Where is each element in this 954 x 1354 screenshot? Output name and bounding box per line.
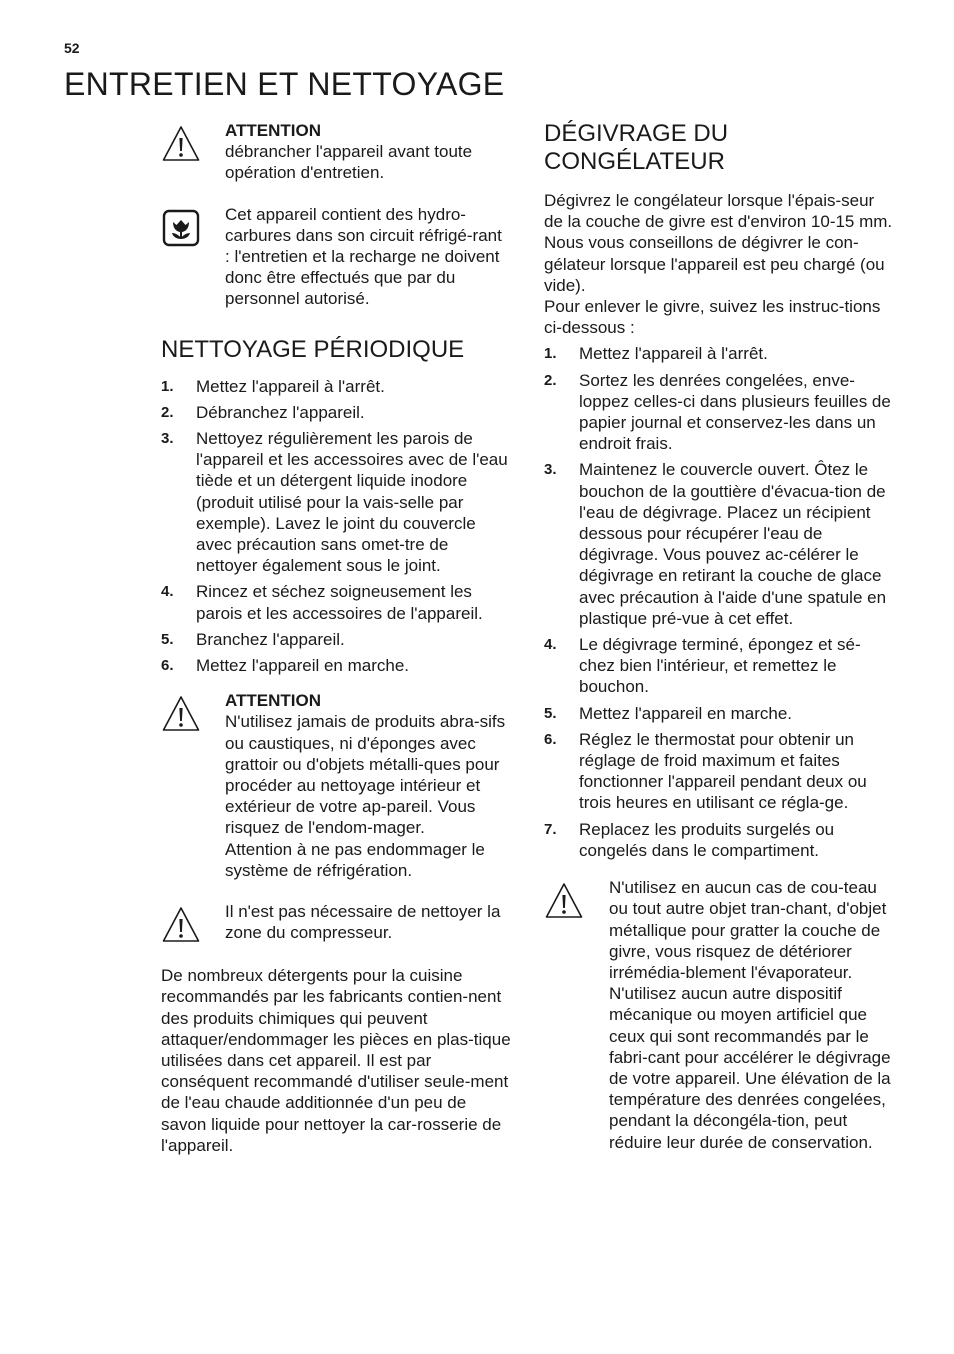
detergent-paragraph: De nombreux détergents pour la cuisine recommandés par les fabricants contien-nent des produits chimiques qui peuvent attaquer/endommager les pièces en plas-tique utilisées dans cet appareil. Il est par conséquent recommandé d'utiliser seule-ment de l'eau chaude additionnée d'un peu de savon liquide pour nettoyer la car-rosserie de l'appareil. [161,966,511,1155]
list-item: 1. Mettez l'appareil à l'arrêt. [544,344,768,364]
flower-environment-icon [161,208,201,248]
list-item: 4. Rincez et séchez soigneusement les parois et les accessoires de l'appareil. [161,582,483,623]
defrosting-steps [544,343,896,861]
intro-paragraph-2: Nous vous conseillons de dégivrer le con-gélateur lorsque l'appareil est peu chargé (ou vide). [544,233,885,295]
list-item: 5. Branchez l'appareil. [161,629,345,649]
page-title: ENTRETIEN ET NETTOYAGE [64,66,505,102]
list-item: 2. Débranchez l'appareil. [161,402,365,422]
list-item: 4. Le dégivrage terminé, épongez et sé-chez bien l'intérieur, et remettez le bouchon. [544,635,861,697]
list-item: 3. Maintenez le couvercle ouvert. Ôtez le bouchon de la gouttière d'évacua-tion de l'eau de dégivrage. Placez un récipient dessous pour récupérer l'eau de dégivrage. Vous pouvez ac-célérer le dégivrage en retirant la couche de glace avec précaution à l'aide d'une spatule en plastique pré-vue à cet effet. [544,460,887,628]
warning-notice-sharp-objects [544,877,896,1153]
list-item: 5. Mettez l'appareil en marche. [544,703,793,723]
warning-notice-disconnect [161,120,511,184]
notice-title: ATTENTION [225,121,322,140]
warning-triangle-icon [161,905,201,945]
notice-text: N'utilisez jamais de produits abra-sifs ou caustiques, ni d'éponges avec grattoir ou d'objets métalli-ques pour procéder au nettoyage intérieur et extérieur de votre ap-pareil. Vous risquez de l'endom-mager. [225,712,506,838]
section-title-line-1: DÉGIVRAGE DU [544,120,729,147]
left-column [161,120,511,1156]
notice-text: N'utilisez en aucun cas de cou-teau ou tout autre objet tran-chant, d'objet métallique pour gratter la couche de givre, vous risquez de détériorer irrémédia-blement l'évaporateur. N'utilisez aucun autre dispositif mécanique ou moyen artificiel que ceux qui sont recommandés par le fabri-cant pour accélérer le dégivrage de votre appareil. Une élévation de la température des denrées congelées, pendant la décongéla-tion, peut réduire leur durée de conservation. [609,878,891,1152]
list-item: 1. Mettez l'appareil à l'arrêt. [161,376,385,396]
warning-triangle-icon [161,694,201,734]
list-item: 2. Sortez les denrées congelées, enve-loppez celles-ci dans plusieurs feuilles de papier journal et conservez-les dans un endroit frais. [544,370,891,454]
section-title-periodic-cleaning: NETTOYAGE PÉRIODIQUE [161,335,465,363]
section-title-line-2: CONGÉLATEUR [544,148,725,175]
list-item: 7. Replacez les produits surgelés ou congelés dans le compartiment. [544,819,835,860]
warning-triangle-icon [161,124,201,164]
notice-text: Il n'est pas nécessaire de nettoyer la zone du compresseur. [225,902,501,943]
warning-triangle-icon [544,881,584,921]
list-item: 6. Mettez l'appareil en marche. [161,656,410,676]
notice-text: débrancher l'appareil avant toute opération d'entretien. [225,142,473,183]
notice-text: Cet appareil contient des hydro-carbures dans son circuit réfrigé-rant : l'entretien et la recharge ne doivent donc être effectués que par du personnel autorisé. [225,204,502,309]
environment-notice [161,204,511,310]
list-item: 6. Réglez le thermostat pour obtenir un réglage de froid maximum et faites fonctionner l'appareil pendant deux ou trois heures en utilisant ce régla-ge. [544,729,867,813]
notice-text-2: Attention à ne pas endommager le système de réfrigération. [225,839,485,880]
right-column [544,120,896,1171]
intro-paragraph-1: Dégivrez le congélateur lorsque l'épais-seur de la couche de givre est d'environ 10-15 mm. [544,191,893,232]
warning-notice-compressor [161,901,511,945]
section-title-defrosting [544,120,896,176]
page-number: 52 [64,40,80,56]
list-item: 3. Nettoyez régulièrement les parois de l'appareil et les accessoires avec de l'eau tiède et un détergent liquide inodore (produit utilisé pour la vais-selle par exemple). Lavez le joint du couvercle avec précaution sans omet-tre de nettoyer également sous le joint. [161,429,508,576]
intro-paragraph-3: Pour enlever le givre, suivez les instruc-tions ci-dessous : [544,297,881,338]
notice-title: ATTENTION [225,691,322,711]
warning-notice-abrasives [161,690,511,881]
periodic-cleaning-steps [161,376,511,677]
